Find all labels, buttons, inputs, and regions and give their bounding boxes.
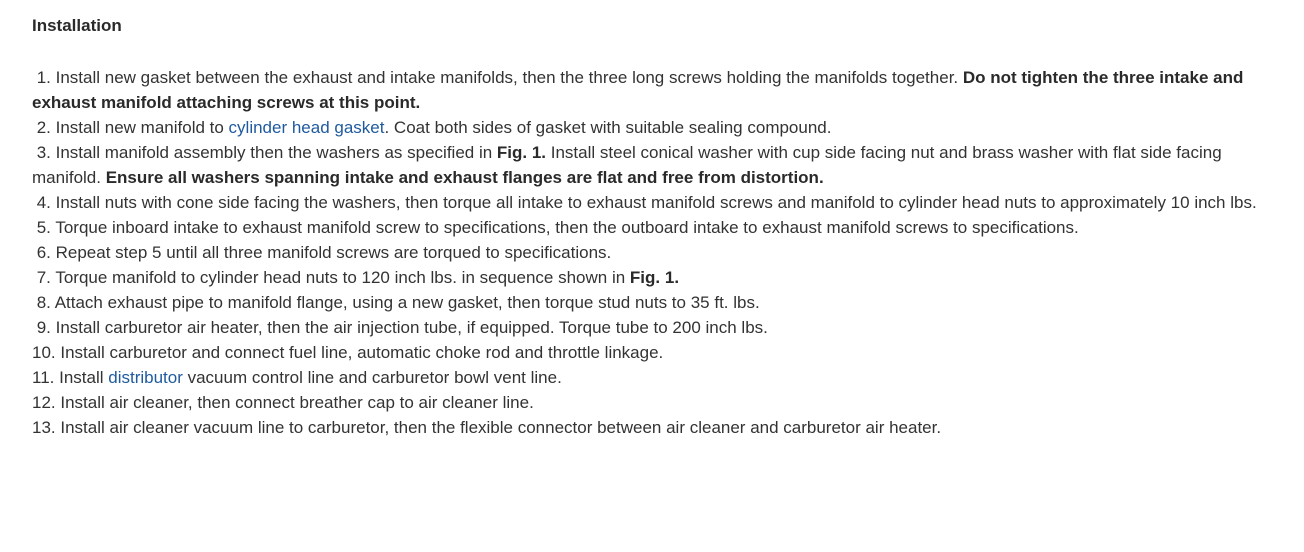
step-text: Install carburetor air heater, then the air injection tube, if equipped. Torque tube to 200 inch lbs. [55,318,768,337]
step-text: Repeat step 5 until all three manifold screws are torqued to specifications. [55,243,612,262]
step-text: Install nuts with cone side facing the washers, then torque all intake to exhaust manifold screws and manifold to cylinder head nuts to approximately 10 inch lbs. [55,193,1257,212]
step-item [32,365,1262,390]
step-text: vacuum control line and carburetor bowl vent line. [182,368,562,387]
step-number: 11. [32,368,60,387]
step-text: Install manifold assembly then the washers as specified in [55,143,497,162]
step-item [32,190,1262,215]
step-item [32,240,1262,265]
bold-note: Fig. 1. [629,268,680,287]
step-text: Install new manifold to [55,118,229,137]
step-number: 3. [32,143,56,162]
step-number: 13. [32,418,61,437]
step-item [32,390,1262,415]
step-number: 4. [32,193,56,212]
step-number: 6. [32,243,56,262]
step-item [32,415,1262,440]
step-number: 9. [32,318,56,337]
step-item [32,65,1262,115]
installation-steps-list [32,65,1262,440]
step-number: 10. [32,343,61,362]
step-text: Attach exhaust pipe to manifold flange, using a new gasket, then torque stud nuts to 35 ft. lbs. [54,293,760,312]
step-item [32,265,1262,290]
article-content [32,15,1262,440]
bold-note: Fig. 1. [496,143,547,162]
step-item [32,215,1262,240]
step-item [32,115,1262,140]
step-number: 7. [32,268,56,287]
step-number: 2. [32,118,56,137]
bold-note: Do not tighten the three intake and exhaust manifold attaching screws at this point. [32,68,1244,112]
step-number: 8. [32,293,55,312]
inline-link[interactable]: cylinder head gasket [228,118,385,137]
step-text: Install air cleaner vacuum line to carburetor, then the flexible connector between air cleaner and carburetor air heater. [60,418,942,437]
step-number: 5. [32,218,56,237]
section-heading: Installation [32,16,122,35]
step-text: . Coat both sides of gasket with suitable sealing compound. [384,118,832,137]
step-number: 12. [32,393,61,412]
step-item [32,315,1262,340]
step-item [32,290,1262,315]
step-number: 1. [32,68,56,87]
bold-note: Ensure all washers spanning intake and exhaust flanges are flat and free from distortion. [105,168,824,187]
step-text: Install steel conical washer with cup side facing nut and brass washer with flat side facing manifold. [32,143,1222,187]
step-item [32,340,1262,365]
step-text: Install carburetor and connect fuel line, automatic choke rod and throttle linkage. [60,343,664,362]
step-text: Torque inboard intake to exhaust manifold screw to specifications, then the outboard intake to exhaust manifold screws to specifications. [55,218,1079,237]
step-text: Install [59,368,109,387]
step-text: Torque manifold to cylinder head nuts to 120 inch lbs. in sequence shown in [55,268,630,287]
step-text: Install new gasket between the exhaust and intake manifolds, then the three long screws holding the manifolds together. [55,68,963,87]
inline-link[interactable]: distributor [108,368,183,387]
step-item [32,140,1262,190]
step-text: Install air cleaner, then connect breather cap to air cleaner line. [60,393,534,412]
